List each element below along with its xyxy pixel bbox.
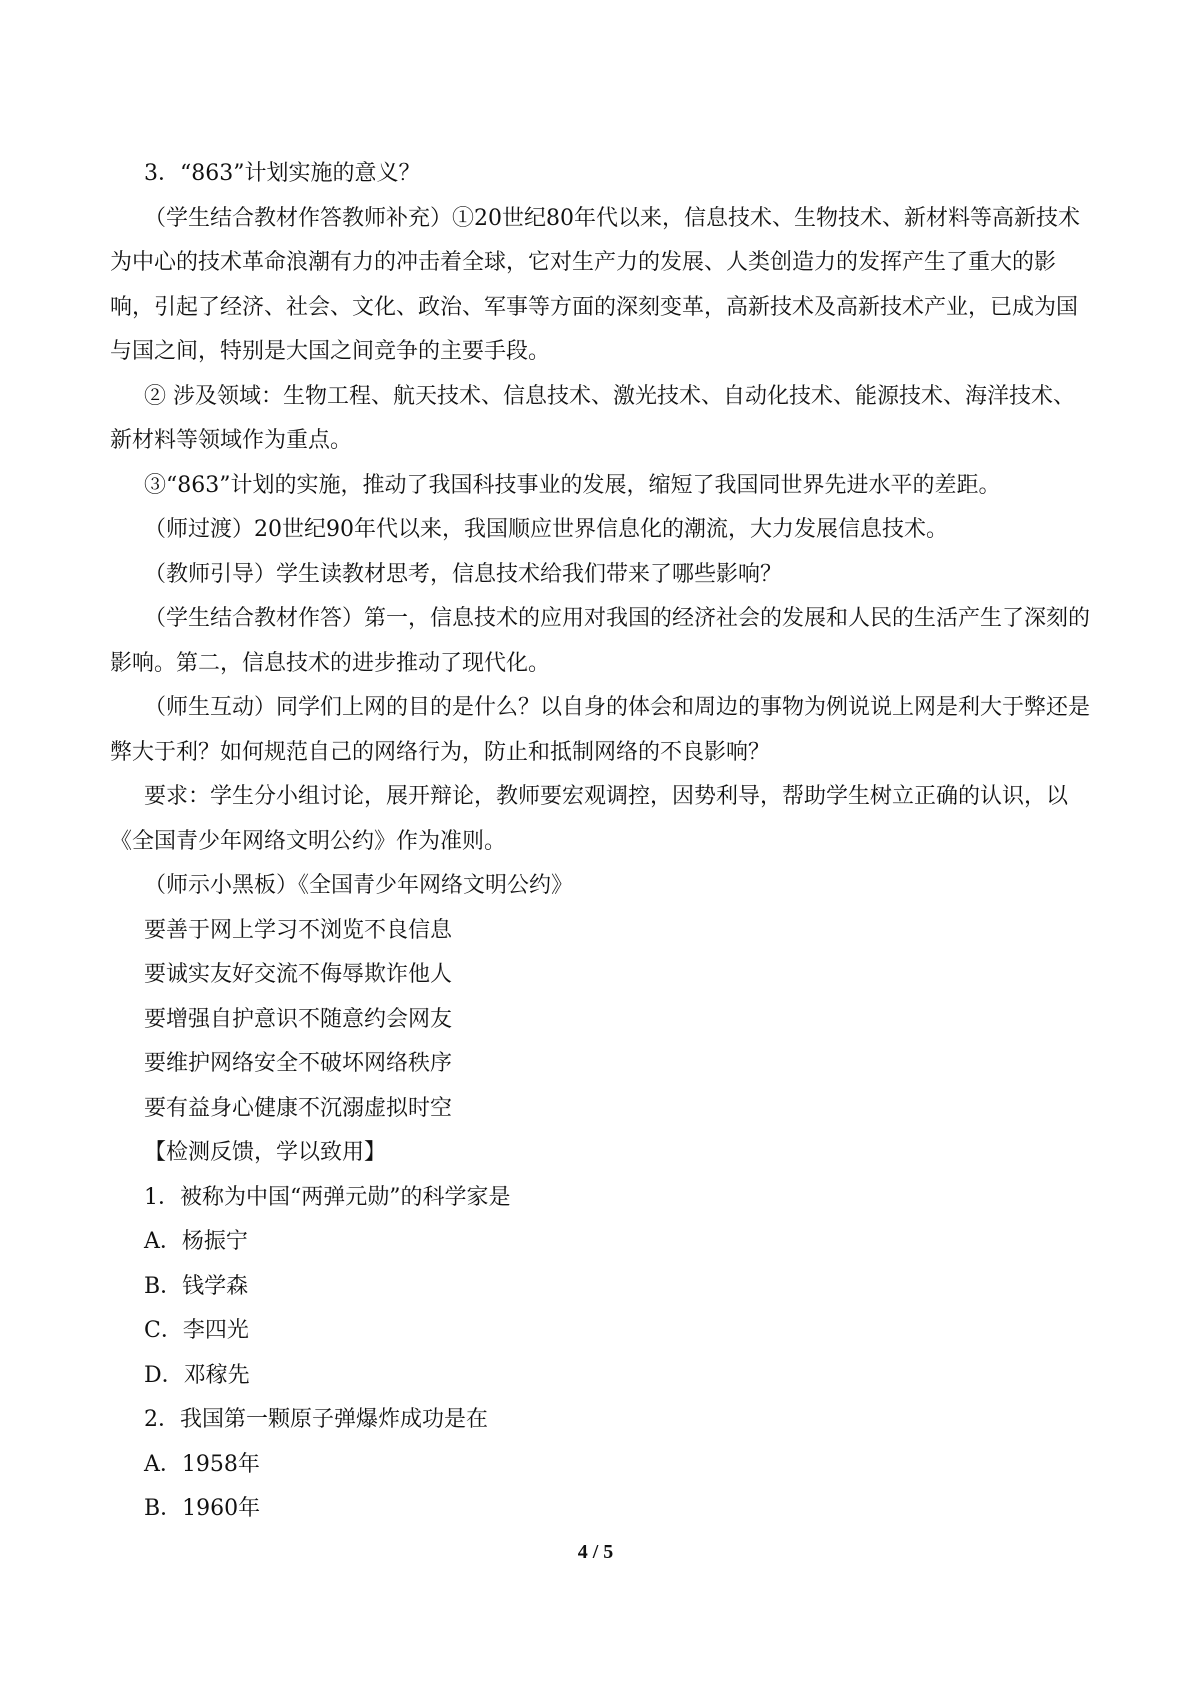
- pledge-line: 要有益身心健康不沉溺虚拟时空: [144, 1095, 453, 1121]
- quiz-option: B．1960年: [144, 1496, 261, 1521]
- quiz-question: 2．我国第一颗原子弹爆炸成功是在: [144, 1407, 488, 1432]
- paragraph: 要求：学生分小组讨论，展开辩论，教师要宏观调控，因势利导，帮助学生树立正确的认识，以《全国青少年网络文明公约》作为准则。: [110, 784, 1069, 854]
- page-number: 4 / 5: [577, 1541, 614, 1563]
- pledge-line: 要诚实友好交流不侮辱欺诈他人: [144, 962, 453, 987]
- paragraph: （师示小黑板）《全国青少年网络文明公约》: [144, 873, 574, 898]
- pledge-line: 要维护网络安全不破坏网络秩序: [144, 1051, 453, 1076]
- quiz-option: A．1958年: [144, 1451, 260, 1477]
- document-body: [110, 152, 1090, 1532]
- paragraph: ③“863”计划的实施，推动了我国科技事业的发展，缩短了我国同世界先进水平的差距。: [144, 472, 1001, 498]
- section-heading: 【检测反馈，学以致用】: [144, 1140, 387, 1165]
- quiz-option: A．杨振宁: [144, 1229, 248, 1254]
- question-heading: 3．“863”计划实施的意义？: [144, 161, 421, 186]
- paragraph: （师生互动）同学们上网的目的是什么？以自身的体会和周边的事物为例说说上网是利大于弊还是弊大于利？如何规范自己的网络行为，防止和抵制网络的不良影响？: [110, 695, 1091, 765]
- paragraph: （学生结合教材作答）第一，信息技术的应用对我国的经济社会的发展和人民的生活产生了深刻的影响。第二，信息技术的进步推动了现代化。: [110, 606, 1091, 676]
- quiz-option: D．邓稼先: [144, 1362, 250, 1388]
- paragraph: ② 涉及领域：生物工程、航天技术、信息技术、激光技术、自动化技术、能源技术、海洋技术、新材料等领域作为重点。: [110, 383, 1075, 453]
- paragraph: （教师引导）学生读教材思考，信息技术给我们带来了哪些影响？: [144, 561, 783, 587]
- paragraph: （学生结合教材作答教师补充）①20世纪80年代以来，信息技术、生物技术、新材料等高新技术为中心的技术革命浪潮有力的冲击着全球，它对生产力的发展、人类创造力的发挥产生了重大的影响，引起了经济、社会、文化、政治、军事等方面的深刻变革，高新技术及高新技术产业，已成为国与国之间，特别是大国之间竞争的主要手段。: [110, 205, 1080, 364]
- quiz-option: B．钱学森: [144, 1273, 249, 1299]
- quiz-option: C．李四光: [144, 1318, 249, 1343]
- quiz-question: 1．被称为中国“两弹元勋”的科学家是: [144, 1184, 511, 1210]
- pledge-line: 要增强自护意识不随意约会网友: [144, 1006, 453, 1032]
- pledge-line: 要善于网上学习不浏览不良信息: [144, 917, 453, 943]
- paragraph: （师过渡）20世纪90年代以来，我国顺应世界信息化的潮流，大力发展信息技术。: [144, 517, 948, 542]
